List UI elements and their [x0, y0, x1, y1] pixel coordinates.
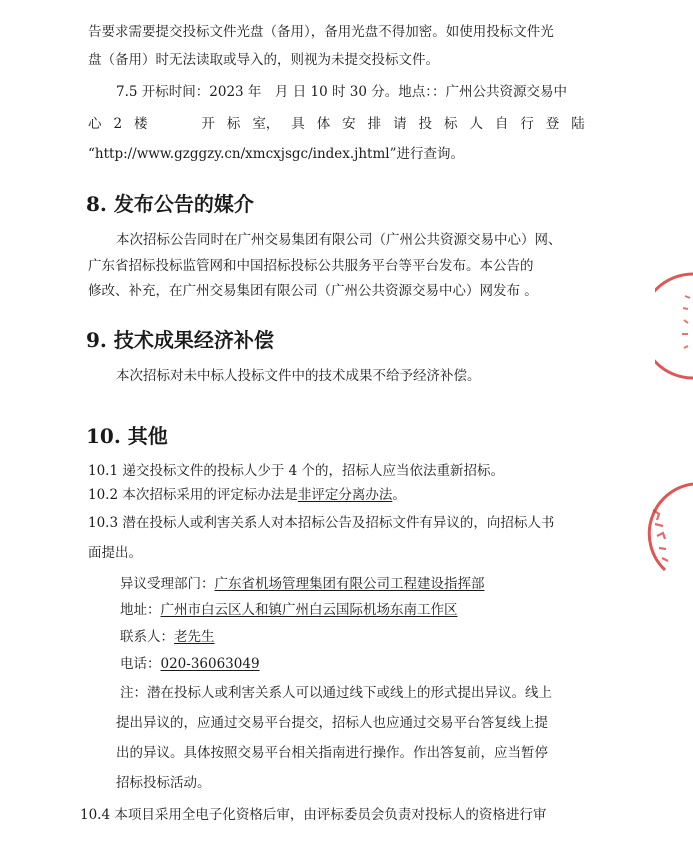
dept-label: 异议受理部门： [120, 576, 215, 592]
s7-5-line-2 [88, 115, 585, 133]
word: 体 [316, 116, 331, 132]
note-line-2: 提出异议的，应通过交易平台提交，招标人也应通过交易平台答复线上提 [116, 715, 548, 731]
contact-value: 老先生 [174, 629, 215, 645]
phone-value: 020-36063049 [160, 656, 260, 672]
word: 行 [520, 116, 534, 132]
gap [159, 115, 189, 133]
word: 开 [201, 116, 215, 132]
objection-phone [120, 655, 260, 673]
note-line-4: 招标投标活动。 [116, 775, 211, 791]
word: 标 [443, 116, 458, 132]
seal-stamp-top [655, 268, 693, 384]
addr-value: 广州市白云区人和镇广州白云国际机场东南工作区 [160, 602, 458, 618]
objection-dept [120, 575, 485, 593]
note-line-3: 出的异议。具体按照交易平台相关指南进行操作。作出答复前，应当暂停 [116, 745, 548, 761]
s8-line-2: 广东省招标投标监管网和中国招标投标公共服务平台等平台发布。本公告的 [88, 258, 534, 274]
word: 楼 [134, 116, 148, 132]
s10-3-line-1: 10.3 潜在投标人或利害关系人对本招标公告及招标文件有异议的，向招标人书 [88, 515, 555, 531]
word: 2 [113, 116, 123, 132]
addr-label: 地址： [120, 602, 161, 618]
s8-line-3: 修改、补充，在广州交易集团有限公司（广州公共资源交易中心）网发布 。 [88, 283, 538, 299]
evaluation-method: 非评定分离办法 [297, 487, 393, 503]
intro-line-1: 告要求需要提交投标文件光盘（备用），备用光盘不得加密。如使用投标文件光 [88, 24, 554, 40]
word: 登 [545, 116, 560, 132]
s10-2-end: 。 [392, 487, 406, 503]
objection-contact [120, 628, 215, 646]
word: 自 [494, 116, 509, 132]
word: 陆 [571, 116, 585, 132]
s7-5-line-1: 7.5 开标时间：2023 年 月 日 10 时 30 分。地点：：广州公共资源交易中 [116, 84, 567, 100]
section-10-title: 10. 其他 [86, 424, 168, 448]
word: 安 [342, 116, 356, 132]
contact-label: 联系人： [120, 629, 174, 645]
s7-5-line-3: “http://www.gzggzy.cn/xmcxjsgc/index.jhtml”进行查询。 [88, 146, 464, 162]
note-line-1: 注：潜在投标人或利害关系人可以通过线下或线上的形式提出异议。线上 [120, 685, 552, 701]
section-8-title: 8. 发布公告的媒介 [86, 192, 254, 216]
s10-2 [88, 486, 406, 504]
word: 人 [469, 116, 483, 132]
s8-line-1: 本次招标公告同时在广州交易集团有限公司（广州公共资源交易中心）网、 [116, 232, 562, 248]
word: 标 [226, 116, 241, 132]
dept-value: 广东省机场管理集团有限公司工程建设指挥部 [214, 576, 485, 592]
phone-label: 电话： [120, 656, 161, 672]
s9-line: 本次招标对未中标人投标文件中的技术成果不给予经济补偿。 [116, 368, 481, 384]
word: 具 [291, 116, 305, 132]
objection-address [120, 601, 458, 619]
word: 请 [393, 116, 407, 132]
s10-2-text: 10.2 本次招标采用的评定标办法是 [88, 487, 298, 503]
word: 心 [88, 116, 102, 132]
s10-4: 10.4 本项目采用全电子化资格后审，由评标委员会负责对投标人的资格进行审 [80, 807, 547, 823]
intro-line-2: 盘（备用）时无法读取或导入的，则视为未提交投标文件。 [88, 52, 439, 68]
section-9-title: 9. 技术成果经济补偿 [86, 328, 274, 352]
s10-3-line-2: 面提出。 [88, 545, 142, 561]
seal-stamp-bottom [635, 480, 693, 580]
word: 排 [367, 116, 382, 132]
s10-1: 10.1 递交投标文件的投标人少于 4 个的，招标人应当依法重新招标。 [88, 463, 505, 479]
word: 室， [252, 116, 280, 132]
word: 投 [418, 116, 433, 132]
